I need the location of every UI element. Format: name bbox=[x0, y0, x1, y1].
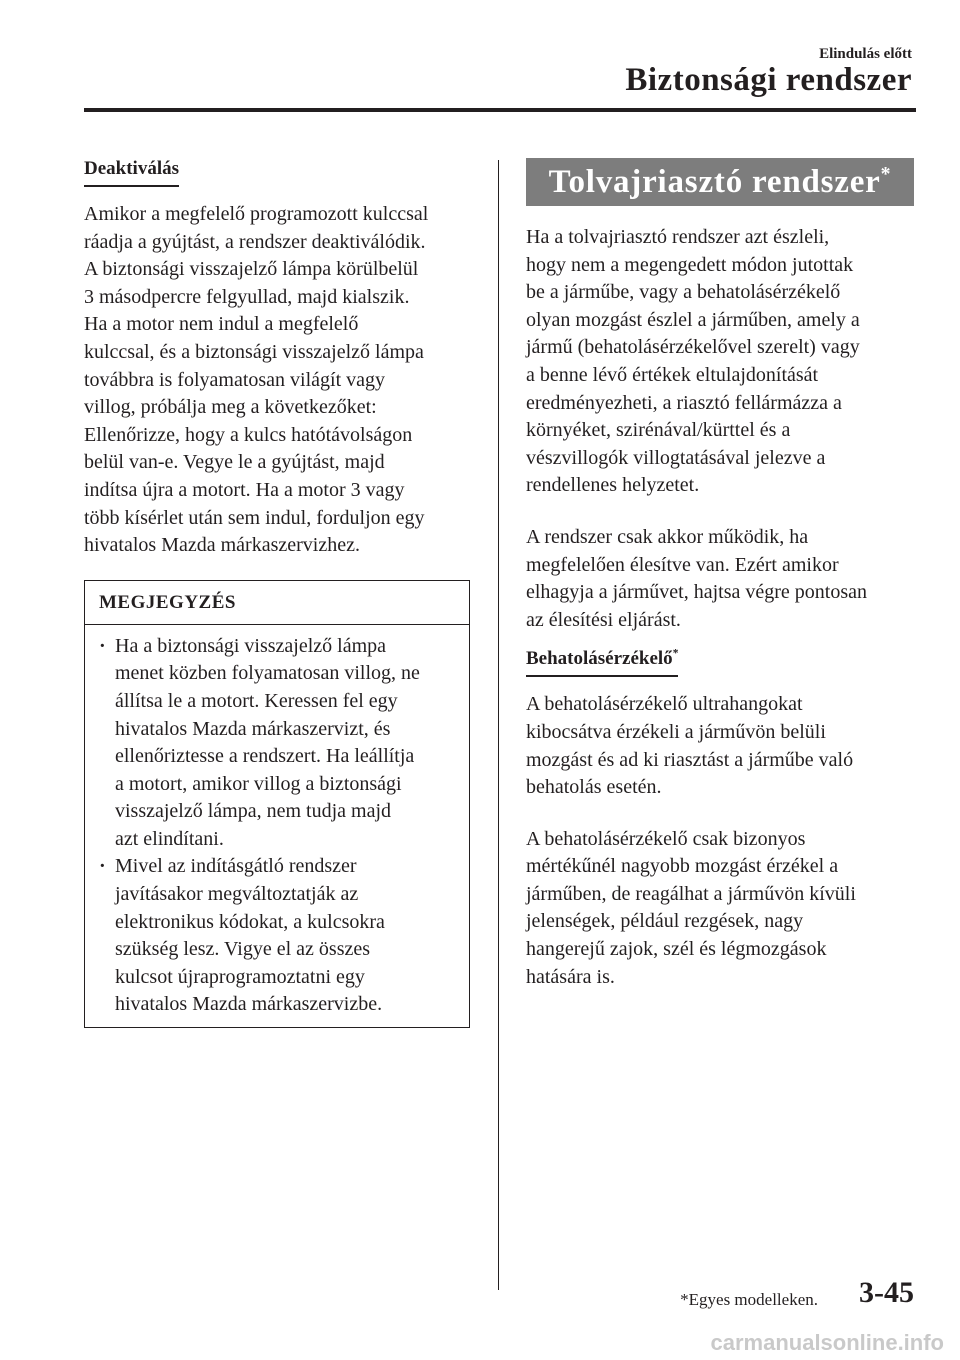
deactivation-heading: Deaktiválás bbox=[84, 158, 179, 187]
intrusion-sensor-heading bbox=[526, 648, 678, 677]
optional-equipment-mark: * bbox=[672, 647, 679, 660]
right-column bbox=[526, 158, 914, 991]
header-rule bbox=[84, 108, 916, 112]
arming-description: A rendszer csak akkor működik, ha megfelelően élesítve van. Ezért amikor elhagyja a járművet, hajtsa végre pontosan az élesítési eljárást. bbox=[526, 525, 867, 631]
paragraph-gap bbox=[526, 802, 914, 826]
section-banner-title: Tolvajriasztó rendszer bbox=[548, 164, 881, 200]
note-box bbox=[84, 580, 470, 1028]
header-section-label: Elindulás előtt bbox=[819, 46, 912, 62]
intrusion-sensor-sensitivity: A behatolásérzékelő csak bizonyos mértékűnél nagyobb mozgást érzékel a járműben, de reagálhat a járművön kívüli jelenségek, például rezgések, nagy hangerejű zajok, szél és légmozgások hatására is. bbox=[526, 827, 856, 988]
note-item: · Mivel az indításgátló rendszer javításakor megváltoztatják az elektronikus kódokat, a kulcsokra szükség lesz. Vigye el az összes kulcsot újraprogramoztatni egy hivatalos Mazda márkaszervizbe. bbox=[115, 853, 459, 1019]
watermark: carmanualsonline.info bbox=[710, 1330, 944, 1355]
column-divider bbox=[498, 160, 499, 1290]
optional-equipment-mark: * bbox=[880, 163, 892, 185]
page-number: 3-45 bbox=[859, 1276, 914, 1309]
note-title: MEGJEGYZÉS bbox=[85, 581, 469, 625]
intrusion-sensor-description: A behatolásérzékelő ultrahangokat kibocsátva érzékeli a járművön belüli mozgást és ad ki riasztást a járműbe való behatolás esetén. bbox=[526, 693, 854, 799]
alarm-description: Ha a tolvajriasztó rendszer azt észleli, hogy nem a megengedett módon jutottak be a járműbe, vagy a behatolásérzékelő olyan mozgást észlel a járműben, amely a jármű (behatolásérzékelővel szerelt) vagy a benne lévő értékek eltulajdonítását eredményezheti, a riasztó fellármázza a környéket, szirénával/kürttel és a vészvillogók villogtatásával jelezve a rendellenes helyzetet. bbox=[526, 226, 860, 497]
deactivation-body: Amikor a megfelelő programozott kulccsal ráadja a gyújtást, a rendszer deaktiválódik. A biztonsági visszajelző lámpa körülbelül 3 másodpercre felgyullad, majd kialszik. Ha a motor nem indul a megfelelő kulccsal, és a biztonsági visszajelző lámpa továbbra is folyamatosan világít vagy villog, próbálja meg a következőket: Ellenőrizze, hogy a kulcs hatótávolságon belül van-e. Vegye le a gyújtást, majd indítsa újra a motort. Ha a motor 3 vagy több kísérlet után sem indul, forduljon egy hivatalos Mazda márkaszervizhez. bbox=[84, 203, 429, 557]
paragraph-gap bbox=[526, 500, 914, 524]
intrusion-sensor-heading-text: Behatolásérzékelő bbox=[526, 648, 673, 670]
note-list bbox=[85, 625, 469, 1027]
note-item: · Ha a biztonsági visszajelző lámpa menet közben folyamatosan villog, ne állítsa le a motort. Keressen fel egy hivatalos Mazda márkaszervizt, és ellenőriztesse a rendszert. Ha leállítja a motort, amikor villog a biztonsági visszajelző lámpa, nem tudja majd azt elindítani. bbox=[115, 633, 459, 854]
left-column bbox=[84, 158, 474, 1028]
section-banner bbox=[526, 158, 914, 206]
footer-note: *Egyes modelleken. bbox=[680, 1290, 818, 1309]
page-title: Biztonsági rendszer bbox=[625, 62, 912, 98]
